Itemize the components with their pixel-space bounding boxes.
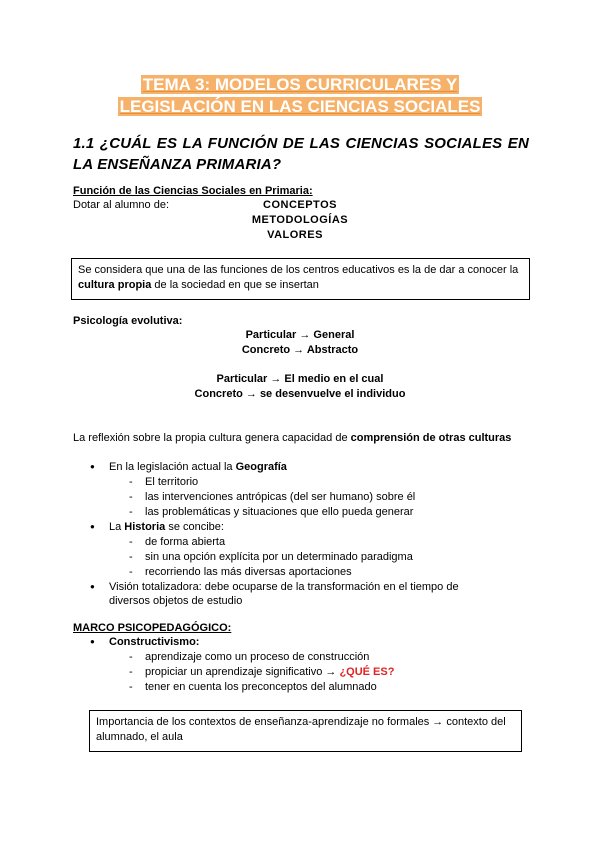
list-item: - de forma abierta	[73, 535, 533, 549]
contextos-box: Importancia de los contextos de enseñanza-aprendizaje no formales → contexto del alumnado, el aula	[89, 710, 522, 752]
marco-heading: MARCO PSICOPEDAGÓGICO:	[73, 622, 232, 634]
psicologia-line: Concreto → se desenvuelve el individuo	[194, 388, 406, 400]
section-heading: 1.1 ¿CUÁL ES LA FUNCIÓN DE LAS CIENCIAS SOCIALES EN LA ENSEÑANZA PRIMARIA?	[73, 135, 529, 173]
list-item: - las problemáticas y situaciones que ello pueda generar	[73, 505, 533, 519]
funcion-item: CONCEPTOS	[263, 199, 337, 211]
psicologia-line: Particular → General	[245, 329, 355, 341]
list-item: - las intervenciones antrópicas (del ser humano) sobre él	[73, 490, 533, 504]
list-item: ● Visión totalizadora: debe ocuparse de la transformación en el tiempo de diversos objetos de estudio	[73, 580, 533, 608]
reflexion-text: La reflexión sobre la propia cultura genera capacidad de comprensión de otras culturas	[73, 432, 512, 444]
funcion-item: METODOLOGÍAS	[251, 214, 349, 226]
title-line-1: TEMA 3: MODELOS CURRICULARES Y	[142, 75, 458, 94]
funcion-intro: Dotar al alumno de:	[73, 199, 169, 211]
cultura-box: Se considera que una de las funciones de los centros educativos es la de dar a conocer la cultura propia de la sociedad en que se insertan	[71, 258, 530, 300]
title-line-2: LEGISLACIÓN EN LAS CIENCIAS SOCIALES	[119, 97, 481, 116]
list-item: - sin una opción explícita por un determinado paradigma	[73, 550, 533, 564]
funcion-item: VALORES	[267, 229, 323, 241]
funcion-heading: Función de las Ciencias Sociales en Primaria:	[73, 185, 313, 197]
legislacion-list	[73, 460, 533, 608]
list-item: - recorriendo las más diversas aportaciones	[73, 565, 533, 579]
psicologia-line: Particular → El medio en el cual	[216, 373, 384, 385]
list-item: - El territorio	[73, 475, 533, 489]
list-item: - tener en cuenta los preconceptos del alumnado	[73, 680, 533, 694]
list-item: ● En la legislación actual la Geografía	[73, 460, 533, 474]
list-item: ● Constructivismo:	[73, 635, 533, 649]
psicologia-line: Concreto → Abstracto	[241, 344, 359, 356]
list-item: - propiciar un aprendizaje significativo → ¿QUÉ ES?	[73, 665, 533, 679]
psicologia-heading: Psicología evolutiva:	[73, 315, 183, 327]
list-item: ● La Historia se concibe:	[73, 520, 533, 534]
list-item: - aprendizaje como un proceso de construcción	[73, 650, 533, 664]
marco-list	[73, 635, 533, 694]
